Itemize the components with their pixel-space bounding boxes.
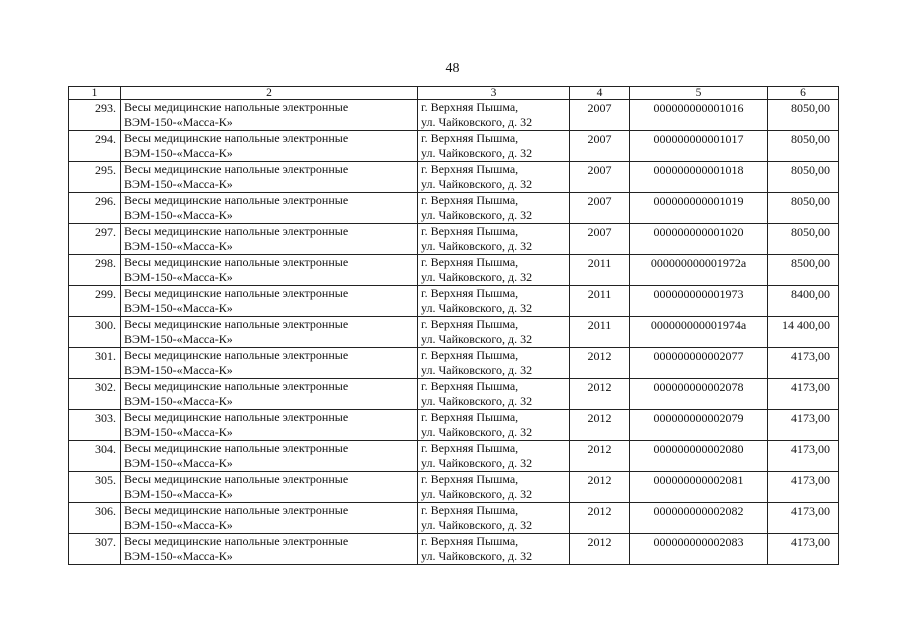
row-number: 302.	[69, 379, 121, 410]
item-name	[121, 100, 418, 131]
item-price: 8050,00	[768, 100, 839, 131]
address-line-2: ул. Чайковского, д. 32	[421, 177, 533, 191]
item-name-line-2: ВЭМ-150-«Масса-К»	[124, 518, 233, 532]
row-number: 304.	[69, 441, 121, 472]
address-line-1: г. Верхняя Пышма,	[421, 379, 519, 393]
address-line-1: г. Верхняя Пышма,	[421, 193, 519, 207]
address-line-2: ул. Чайковского, д. 32	[421, 549, 533, 563]
row-number: 294.	[69, 131, 121, 162]
item-name	[121, 317, 418, 348]
item-price: 4173,00	[768, 410, 839, 441]
row-number: 305.	[69, 472, 121, 503]
item-price: 4173,00	[768, 503, 839, 534]
address-line-2: ул. Чайковского, д. 32	[421, 146, 533, 160]
item-price: 4173,00	[768, 379, 839, 410]
item-name-line-2: ВЭМ-150-«Масса-К»	[124, 456, 233, 470]
row-number: 299.	[69, 286, 121, 317]
item-address	[418, 410, 570, 441]
table-row	[69, 441, 839, 472]
item-name-line-1: Весы медицинские напольные электронные	[124, 472, 349, 486]
item-name-line-2: ВЭМ-150-«Масса-К»	[124, 425, 233, 439]
address-line-2: ул. Чайковского, д. 32	[421, 332, 533, 346]
item-name	[121, 255, 418, 286]
item-name-line-2: ВЭМ-150-«Масса-К»	[124, 549, 233, 563]
address-line-2: ул. Чайковского, д. 32	[421, 208, 533, 222]
item-name	[121, 441, 418, 472]
item-price: 8050,00	[768, 224, 839, 255]
address-line-1: г. Верхняя Пышма,	[421, 348, 519, 362]
item-name-line-1: Весы медицинские напольные электронные	[124, 410, 349, 424]
address-line-1: г. Верхняя Пышма,	[421, 224, 519, 238]
address-line-2: ул. Чайковского, д. 32	[421, 239, 533, 253]
inventory-number: 000000000002079	[630, 410, 768, 441]
item-name-line-2: ВЭМ-150-«Масса-К»	[124, 177, 233, 191]
item-year: 2012	[570, 348, 630, 379]
item-year: 2007	[570, 100, 630, 131]
item-name-line-1: Весы медицинские напольные электронные	[124, 100, 349, 114]
item-name	[121, 534, 418, 565]
address-line-1: г. Верхняя Пышма,	[421, 472, 519, 486]
address-line-1: г. Верхняя Пышма,	[421, 317, 519, 331]
item-year: 2011	[570, 255, 630, 286]
item-address	[418, 348, 570, 379]
inventory-table	[68, 86, 839, 565]
item-name-line-1: Весы медицинские напольные электронные	[124, 162, 349, 176]
inventory-number: 000000000001973	[630, 286, 768, 317]
item-name-line-1: Весы медицинские напольные электронные	[124, 224, 349, 238]
table-row	[69, 534, 839, 565]
table-row	[69, 286, 839, 317]
row-number: 301.	[69, 348, 121, 379]
address-line-2: ул. Чайковского, д. 32	[421, 301, 533, 315]
item-name-line-2: ВЭМ-150-«Масса-К»	[124, 270, 233, 284]
address-line-2: ул. Чайковского, д. 32	[421, 518, 533, 532]
item-name	[121, 472, 418, 503]
inventory-number: 000000000002081	[630, 472, 768, 503]
inventory-number: 000000000002082	[630, 503, 768, 534]
row-number: 303.	[69, 410, 121, 441]
table-row	[69, 379, 839, 410]
item-address	[418, 503, 570, 534]
item-name-line-2: ВЭМ-150-«Масса-К»	[124, 115, 233, 129]
item-year: 2012	[570, 472, 630, 503]
item-address	[418, 317, 570, 348]
item-year: 2012	[570, 503, 630, 534]
item-address	[418, 379, 570, 410]
table-row	[69, 410, 839, 441]
item-name	[121, 224, 418, 255]
item-name-line-1: Весы медицинские напольные электронные	[124, 348, 349, 362]
inventory-number: 000000000002078	[630, 379, 768, 410]
column-header: 5	[630, 87, 768, 100]
item-year: 2012	[570, 441, 630, 472]
table-row	[69, 224, 839, 255]
item-name-line-1: Весы медицинские напольные электронные	[124, 255, 349, 269]
address-line-2: ул. Чайковского, д. 32	[421, 270, 533, 284]
item-year: 2012	[570, 534, 630, 565]
item-name-line-2: ВЭМ-150-«Масса-К»	[124, 487, 233, 501]
item-price: 8500,00	[768, 255, 839, 286]
item-name	[121, 379, 418, 410]
address-line-1: г. Верхняя Пышма,	[421, 410, 519, 424]
item-year: 2007	[570, 162, 630, 193]
column-header: 1	[69, 87, 121, 100]
item-year: 2007	[570, 193, 630, 224]
row-number: 293.	[69, 100, 121, 131]
item-name-line-2: ВЭМ-150-«Масса-К»	[124, 394, 233, 408]
table-row	[69, 162, 839, 193]
item-address	[418, 224, 570, 255]
item-price: 8050,00	[768, 131, 839, 162]
table-row	[69, 100, 839, 131]
item-address	[418, 131, 570, 162]
address-line-1: г. Верхняя Пышма,	[421, 534, 519, 548]
item-name	[121, 286, 418, 317]
item-year: 2011	[570, 317, 630, 348]
item-name	[121, 410, 418, 441]
address-line-1: г. Верхняя Пышма,	[421, 503, 519, 517]
address-line-2: ул. Чайковского, д. 32	[421, 394, 533, 408]
item-name	[121, 503, 418, 534]
item-address	[418, 255, 570, 286]
row-number: 300.	[69, 317, 121, 348]
item-name-line-1: Весы медицинские напольные электронные	[124, 503, 349, 517]
item-address	[418, 441, 570, 472]
inventory-number: 000000000001020	[630, 224, 768, 255]
header-row	[69, 87, 839, 100]
item-year: 2007	[570, 131, 630, 162]
row-number: 298.	[69, 255, 121, 286]
address-line-2: ул. Чайковского, д. 32	[421, 487, 533, 501]
item-year: 2012	[570, 410, 630, 441]
item-name-line-1: Весы медицинские напольные электронные	[124, 534, 349, 548]
item-year: 2011	[570, 286, 630, 317]
item-price: 4173,00	[768, 441, 839, 472]
row-number: 306.	[69, 503, 121, 534]
item-name-line-2: ВЭМ-150-«Масса-К»	[124, 208, 233, 222]
table-row	[69, 131, 839, 162]
item-name	[121, 162, 418, 193]
item-price: 8050,00	[768, 193, 839, 224]
item-name	[121, 193, 418, 224]
address-line-1: г. Верхняя Пышма,	[421, 255, 519, 269]
inventory-number: 000000000002083	[630, 534, 768, 565]
column-header: 2	[121, 87, 418, 100]
table-row	[69, 503, 839, 534]
item-name-line-2: ВЭМ-150-«Масса-К»	[124, 239, 233, 253]
inventory-number: 000000000001018	[630, 162, 768, 193]
item-name-line-1: Весы медицинские напольные электронные	[124, 131, 349, 145]
inventory-number: 000000000002077	[630, 348, 768, 379]
item-price: 4173,00	[768, 534, 839, 565]
item-name-line-2: ВЭМ-150-«Масса-К»	[124, 363, 233, 377]
page-number: 48	[445, 61, 460, 76]
address-line-2: ул. Чайковского, д. 32	[421, 456, 533, 470]
address-line-1: г. Верхняя Пышма,	[421, 100, 519, 114]
item-name-line-1: Весы медицинские напольные электронные	[124, 441, 349, 455]
item-name-line-2: ВЭМ-150-«Масса-К»	[124, 332, 233, 346]
item-price: 4173,00	[768, 348, 839, 379]
item-address	[418, 193, 570, 224]
item-address	[418, 100, 570, 131]
column-header: 4	[570, 87, 630, 100]
address-line-1: г. Верхняя Пышма,	[421, 286, 519, 300]
inventory-number: 000000000001972а	[630, 255, 768, 286]
item-price: 8050,00	[768, 162, 839, 193]
item-price: 4173,00	[768, 472, 839, 503]
item-address	[418, 286, 570, 317]
table-body	[69, 100, 839, 565]
inventory-number: 000000000001016	[630, 100, 768, 131]
item-name-line-1: Весы медицинские напольные электронные	[124, 317, 349, 331]
row-number: 307.	[69, 534, 121, 565]
row-number: 296.	[69, 193, 121, 224]
table-row	[69, 317, 839, 348]
item-name-line-1: Весы медицинские напольные электронные	[124, 286, 349, 300]
inventory-number: 000000000002080	[630, 441, 768, 472]
address-line-2: ул. Чайковского, д. 32	[421, 115, 533, 129]
item-year: 2007	[570, 224, 630, 255]
item-price: 8400,00	[768, 286, 839, 317]
item-name	[121, 131, 418, 162]
row-number: 295.	[69, 162, 121, 193]
address-line-1: г. Верхняя Пышма,	[421, 131, 519, 145]
item-name-line-1: Весы медицинские напольные электронные	[124, 193, 349, 207]
item-name-line-2: ВЭМ-150-«Масса-К»	[124, 146, 233, 160]
item-name-line-1: Весы медицинские напольные электронные	[124, 379, 349, 393]
item-year: 2012	[570, 379, 630, 410]
address-line-2: ул. Чайковского, д. 32	[421, 363, 533, 377]
table-row	[69, 193, 839, 224]
inventory-number: 000000000001017	[630, 131, 768, 162]
table-row	[69, 348, 839, 379]
item-name-line-2: ВЭМ-150-«Масса-К»	[124, 301, 233, 315]
table-row	[69, 255, 839, 286]
row-number: 297.	[69, 224, 121, 255]
item-address	[418, 534, 570, 565]
item-name	[121, 348, 418, 379]
address-line-2: ул. Чайковского, д. 32	[421, 425, 533, 439]
address-line-1: г. Верхняя Пышма,	[421, 162, 519, 176]
inventory-number: 000000000001019	[630, 193, 768, 224]
address-line-1: г. Верхняя Пышма,	[421, 441, 519, 455]
column-header: 6	[768, 87, 839, 100]
inventory-number: 000000000001974а	[630, 317, 768, 348]
item-price: 14 400,00	[768, 317, 839, 348]
item-address	[418, 472, 570, 503]
item-address	[418, 162, 570, 193]
table-row	[69, 472, 839, 503]
column-header: 3	[418, 87, 570, 100]
